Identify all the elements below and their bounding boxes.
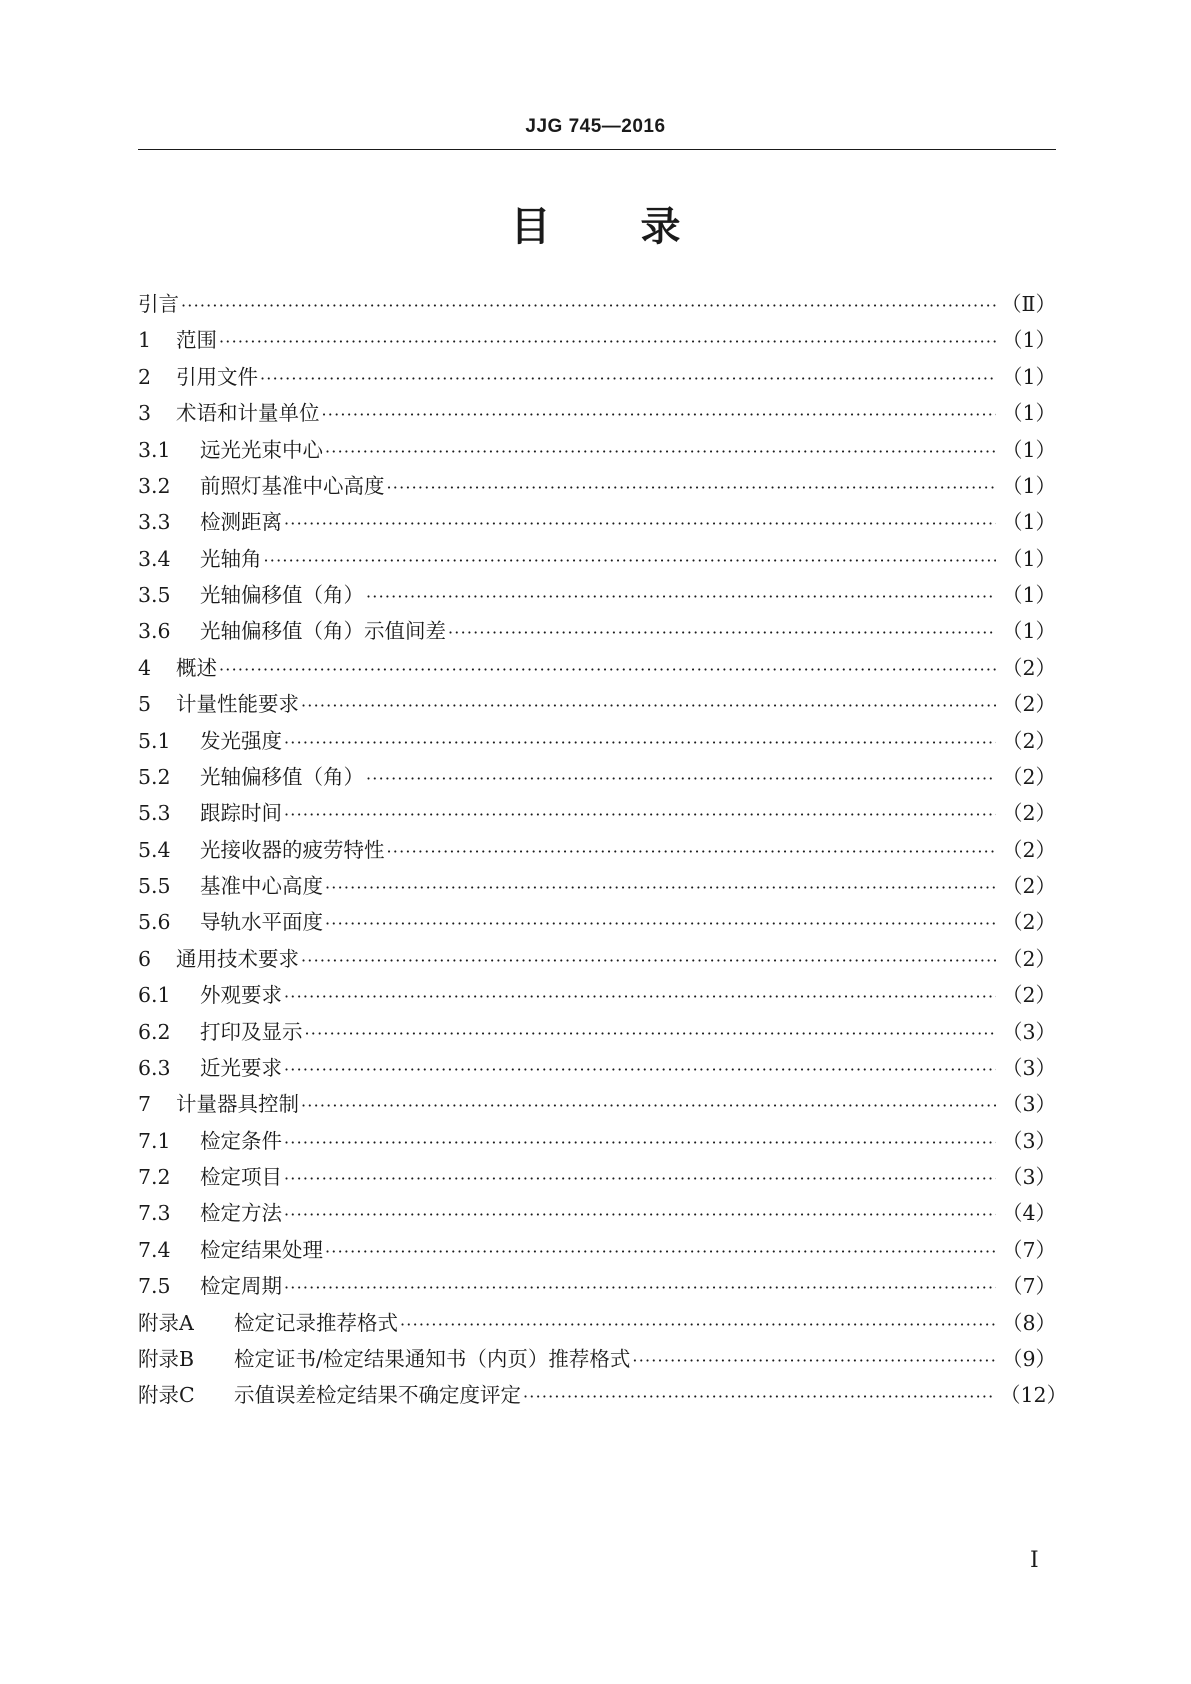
toc-entry[interactable]: [138, 941, 1056, 977]
toc-entry[interactable]: [138, 577, 1056, 613]
toc-entry-label: 引用文件: [176, 364, 258, 389]
toc-entry-number: 1: [138, 328, 152, 353]
toc-leader-dots: [284, 797, 996, 833]
toc-entry-number: 3.1: [138, 437, 171, 462]
toc-entry-number: 5: [138, 692, 152, 717]
toc-entry-page: （9）: [1001, 1346, 1056, 1371]
toc-entry-page: （3）: [1001, 1055, 1056, 1080]
toc-entry-number: 5.5: [138, 874, 171, 898]
toc-entry-label: 通用技术要求: [176, 946, 299, 971]
toc-entry-page: （2）: [1001, 946, 1056, 971]
toc-entry[interactable]: [138, 1014, 1056, 1050]
toc-entry-label: 光轴角: [200, 546, 262, 571]
toc-entry-page: （8）: [1001, 1310, 1056, 1335]
toc-entry-label: 检定条件: [200, 1128, 282, 1153]
toc-entry-number: 2: [138, 364, 152, 389]
toc-entry-number: 7.2: [138, 1165, 171, 1189]
toc-leader-dots: [305, 1016, 997, 1052]
page-number: Ⅰ: [1030, 1548, 1039, 1573]
toc-entry-label: 发光强度: [200, 728, 282, 753]
toc-entry-page: （1）: [1001, 401, 1056, 426]
toc-entry-number: 3.3: [138, 510, 171, 535]
title-char-2: 录: [640, 204, 681, 250]
toc-leader-dots: [301, 943, 996, 979]
toc-entry-page: （3）: [1001, 1092, 1056, 1117]
toc-leader-dots: [284, 979, 996, 1015]
toc-entry[interactable]: [138, 1086, 1056, 1122]
toc-entry[interactable]: [138, 759, 1056, 795]
toc-entry-page: （2）: [1001, 983, 1056, 1008]
title-char-1: 目: [510, 204, 551, 250]
toc-leader-dots: [181, 288, 996, 324]
toc-leader-dots: [448, 615, 996, 651]
toc-entry[interactable]: [138, 322, 1056, 358]
toc-leader-dots: [301, 1088, 996, 1124]
toc-leader-dots: [400, 1307, 996, 1343]
toc-entry-page: （2）: [1001, 910, 1056, 935]
toc-entry[interactable]: [138, 432, 1056, 468]
toc-entry-number: 6.2: [138, 1019, 171, 1044]
toc-leader-dots: [325, 906, 996, 942]
toc-entry-page: （7）: [1001, 1237, 1056, 1262]
toc-entry-number: 3.6: [138, 619, 171, 644]
toc-entry-number: 7: [138, 1092, 152, 1117]
toc-entry-label: 光轴偏移值（角）: [200, 583, 364, 607]
toc-entry-label: 检定周期: [200, 1274, 282, 1299]
toc-entry[interactable]: [138, 541, 1056, 577]
toc-entry-number: 3.5: [138, 583, 171, 607]
toc-leader-dots: [366, 761, 996, 797]
toc-entry-page: （4）: [1001, 1201, 1056, 1226]
toc-leader-dots: [366, 579, 996, 615]
toc-entry[interactable]: [138, 650, 1056, 686]
toc-entry-number: 6.1: [138, 983, 171, 1008]
toc-leader-dots: [284, 1270, 996, 1306]
toc-entry-label: 光接收器的疲劳特性: [200, 837, 385, 862]
toc-entry-page: （2）: [1001, 874, 1056, 898]
toc-entry-label: 引言: [138, 292, 179, 316]
toc-entry-label: 打印及显示: [200, 1019, 303, 1044]
toc-entry[interactable]: [138, 977, 1056, 1013]
toc-entry-label: 光轴偏移值（角）示值间差: [200, 619, 446, 644]
toc-leader-dots: [284, 506, 996, 542]
toc-entry-number: 5.2: [138, 764, 171, 789]
toc-entry-number: 4: [138, 655, 152, 680]
header-rule: [138, 149, 1056, 150]
toc-entry[interactable]: [138, 468, 1056, 504]
toc-entry[interactable]: [138, 1050, 1056, 1086]
toc-entry-page: （Ⅱ）: [1001, 292, 1056, 316]
toc-entry-page: （3）: [1001, 1019, 1056, 1044]
toc-entry-number: 6.3: [138, 1055, 171, 1080]
toc-entry[interactable]: [138, 504, 1056, 540]
toc-entry[interactable]: [138, 1377, 1068, 1413]
toc-leader-dots: [301, 688, 996, 724]
toc-entry-label: 示值误差检定结果不确定度评定: [234, 1383, 521, 1408]
toc-entry[interactable]: [138, 395, 1056, 431]
toc-entry[interactable]: [138, 359, 1056, 395]
toc-entry-number: 附录B: [138, 1346, 195, 1371]
toc-leader-dots: [219, 652, 996, 688]
toc-entry-number: 7.3: [138, 1201, 171, 1226]
toc-entry[interactable]: [138, 286, 1056, 322]
toc-leader-dots: [325, 434, 996, 470]
toc-entry-label: 计量器具控制: [176, 1092, 299, 1117]
toc-entry-number: 3.4: [138, 546, 171, 571]
toc-leader-dots: [219, 324, 996, 360]
toc-leader-dots: [387, 834, 997, 870]
toc-entry-page: （7）: [1001, 1274, 1056, 1299]
toc-entry[interactable]: [138, 832, 1056, 868]
toc-entry-label: 外观要求: [200, 983, 282, 1008]
toc-leader-dots: [284, 725, 996, 761]
toc-entry[interactable]: [138, 723, 1056, 759]
toc-entry[interactable]: [138, 1268, 1056, 1304]
toc-entry-label: 跟踪时间: [200, 801, 282, 826]
toc-leader-dots: [387, 470, 997, 506]
toc-entry-page: （2）: [1001, 728, 1056, 753]
toc-entry-label: 近光要求: [200, 1055, 282, 1080]
toc-entry-number: 附录A: [138, 1310, 194, 1335]
toc-leader-dots: [523, 1379, 996, 1415]
toc-entry-page: （2）: [1001, 655, 1056, 680]
toc-entry-label: 导轨水平面度: [200, 910, 323, 935]
toc-leader-dots: [284, 1161, 996, 1197]
toc-entry-label: 基准中心高度: [200, 874, 323, 898]
toc-entry-page: （3）: [1001, 1165, 1056, 1189]
toc-entry[interactable]: [138, 868, 1056, 904]
toc-entry-page: （1）: [1001, 510, 1056, 535]
toc-entry-label: 远光光束中心: [200, 437, 323, 462]
toc-entry-number: 3: [138, 401, 152, 426]
toc-entry-number: 3.2: [138, 473, 171, 498]
toc-entry-label: 检定项目: [200, 1165, 282, 1189]
toc-leader-dots: [284, 1052, 996, 1088]
toc-entry-label: 范围: [176, 328, 217, 353]
toc-entry-number: 5.3: [138, 801, 171, 826]
toc-entry[interactable]: [138, 613, 1056, 649]
toc-entry[interactable]: [138, 1341, 1056, 1377]
toc-entry-number: 附录C: [138, 1383, 195, 1408]
toc-entry[interactable]: [138, 1159, 1056, 1195]
toc-entry-page: （2）: [1001, 837, 1056, 862]
toc-entry[interactable]: [138, 1195, 1056, 1231]
toc-leader-dots: [264, 543, 997, 579]
toc-entry-label: 检定结果处理: [200, 1237, 323, 1262]
toc-entry-label: 检定记录推荐格式: [234, 1310, 398, 1335]
toc-entry-page: （2）: [1001, 692, 1056, 717]
toc-entry-page: （12）: [1000, 1383, 1068, 1408]
toc-entry-label: 概述: [176, 655, 217, 680]
toc-entry-page: （3）: [1001, 1128, 1056, 1153]
toc-entry[interactable]: [138, 686, 1056, 722]
toc-entry-page: （2）: [1001, 801, 1056, 826]
toc-entry-label: 光轴偏移值（角）: [200, 764, 364, 789]
toc-entry-page: （1）: [1001, 619, 1056, 644]
toc-entry-label: 检测距离: [200, 510, 282, 535]
toc-leader-dots: [260, 361, 996, 397]
toc-entry-number: 5.6: [138, 910, 171, 935]
toc-entry-number: 7.4: [138, 1237, 171, 1262]
toc-entry-label: 术语和计量单位: [176, 401, 320, 426]
toc-entry-page: （1）: [1001, 328, 1056, 353]
toc-entry-number: 5.4: [138, 837, 171, 862]
toc-entry-number: 5.1: [138, 728, 171, 753]
toc-entry[interactable]: [138, 1232, 1056, 1268]
toc-entry[interactable]: [138, 904, 1056, 940]
toc-leader-dots: [322, 397, 997, 433]
toc-entry-label: 检定方法: [200, 1201, 282, 1226]
toc-entry-label: 计量性能要求: [176, 692, 299, 717]
toc-entry-page: （1）: [1001, 437, 1056, 462]
toc-leader-dots: [284, 1197, 996, 1233]
toc-leader-dots: [325, 1234, 996, 1270]
toc-entry-page: （2）: [1001, 764, 1056, 789]
toc-entry-page: （1）: [1001, 473, 1056, 498]
toc-entry-label: 检定证书/检定结果通知书（内页）推荐格式: [234, 1346, 631, 1371]
toc-entry-number: 7.1: [138, 1128, 171, 1153]
toc-entry-page: （1）: [1001, 546, 1056, 571]
toc-entry[interactable]: [138, 795, 1056, 831]
table-of-contents: [138, 286, 1068, 1414]
page-title: [0, 203, 1191, 251]
toc-leader-dots: [325, 870, 996, 906]
toc-entry[interactable]: [138, 1305, 1056, 1341]
toc-entry[interactable]: [138, 1123, 1056, 1159]
toc-entry-number: 6: [138, 946, 152, 971]
toc-entry-page: （1）: [1001, 583, 1056, 607]
toc-leader-dots: [632, 1343, 996, 1379]
toc-entry-page: （1）: [1001, 364, 1056, 389]
document-code-header: JJG 745—2016: [525, 116, 666, 137]
toc-entry-number: 7.5: [138, 1274, 171, 1299]
toc-leader-dots: [284, 1125, 996, 1161]
toc-entry-label: 前照灯基准中心高度: [200, 473, 385, 498]
